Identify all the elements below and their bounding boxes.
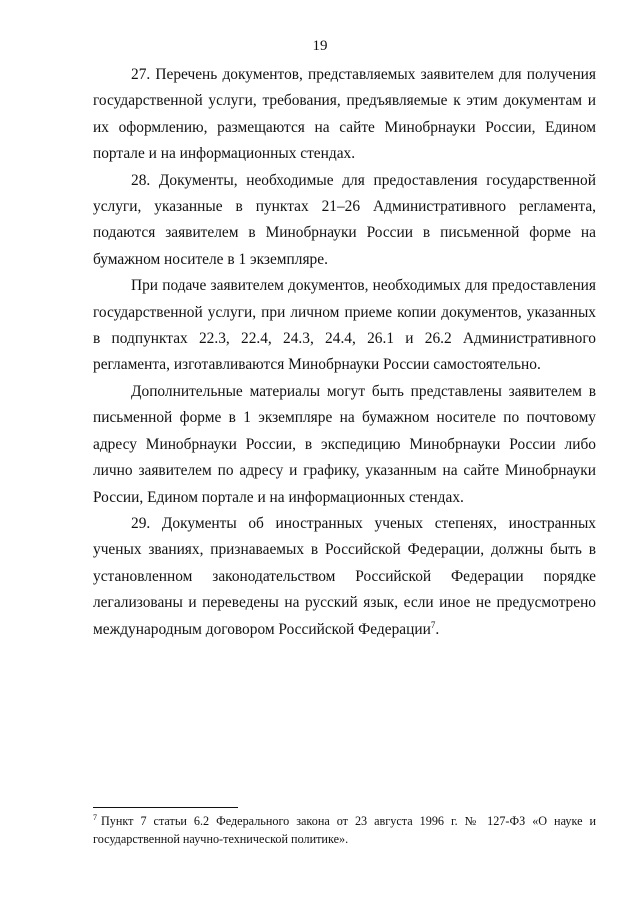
footnote-text: Пункт 7 статьи 6.2 Федерального закона от 23 августа 1996 г. № 127-ФЗ «О науке и государственной научно-технической политике». [93,814,596,846]
footnote [93,812,596,848]
paragraph-27: 27. Перечень документов, представляемых заявителем для получения государственной услуги, требования, предъявляемые к этим документам и их оформлению, размещаются на сайте Минобрнауки России, Едином портале и на информационных стендах. [93,66,596,163]
footnote-reference[interactable]: 7 [430,619,436,630]
document-body [93,62,596,643]
paragraph-29-text: 29. Документы об иностранных ученых степенях, иностранных ученых званиях, признаваемых в Российской Федерации, должны быть в установленном законодательством Российской Федерации порядке легализованы и переведены на русский язык, если иное не предусмотрено международным договором Российской Федерации [93,514,596,638]
paragraph-29 [93,511,596,643]
paragraph-28-copies: При подаче заявителем документов, необходимых для предоставления государственной услуги, при личном приеме копии документов, указанных в подпунктах 22.3, 22.4, 24.3, 24.4, 26.1 и 26.2 Административного регламента, изготавливаются Минобрнауки России самостоятельно. [93,277,596,374]
footnote-separator [93,807,238,808]
paragraph-28: 28. Документы, необходимые для предоставления государственной услуги, указанные в пунктах 21–26 Административного регламента, подаются заявителем в Минобрнауки России в письменной форме на бумажном носителе в 1 экземпляре. [93,171,596,268]
paragraph-29-end: . [435,620,440,638]
footnote-mark: 7 [93,812,97,822]
paragraph-28-additional: Дополнительные материалы могут быть представлены заявителем в письменной форме в 1 экземпляре на бумажном носителе по почтовому адресу Минобрнауки России, в экспедицию Минобрнауки России либо лично заявителем по адресу и графику, указанным на сайте Минобрнауки России, Едином портале и на информационных стендах. [93,382,596,506]
page-number: 19 [312,38,328,54]
